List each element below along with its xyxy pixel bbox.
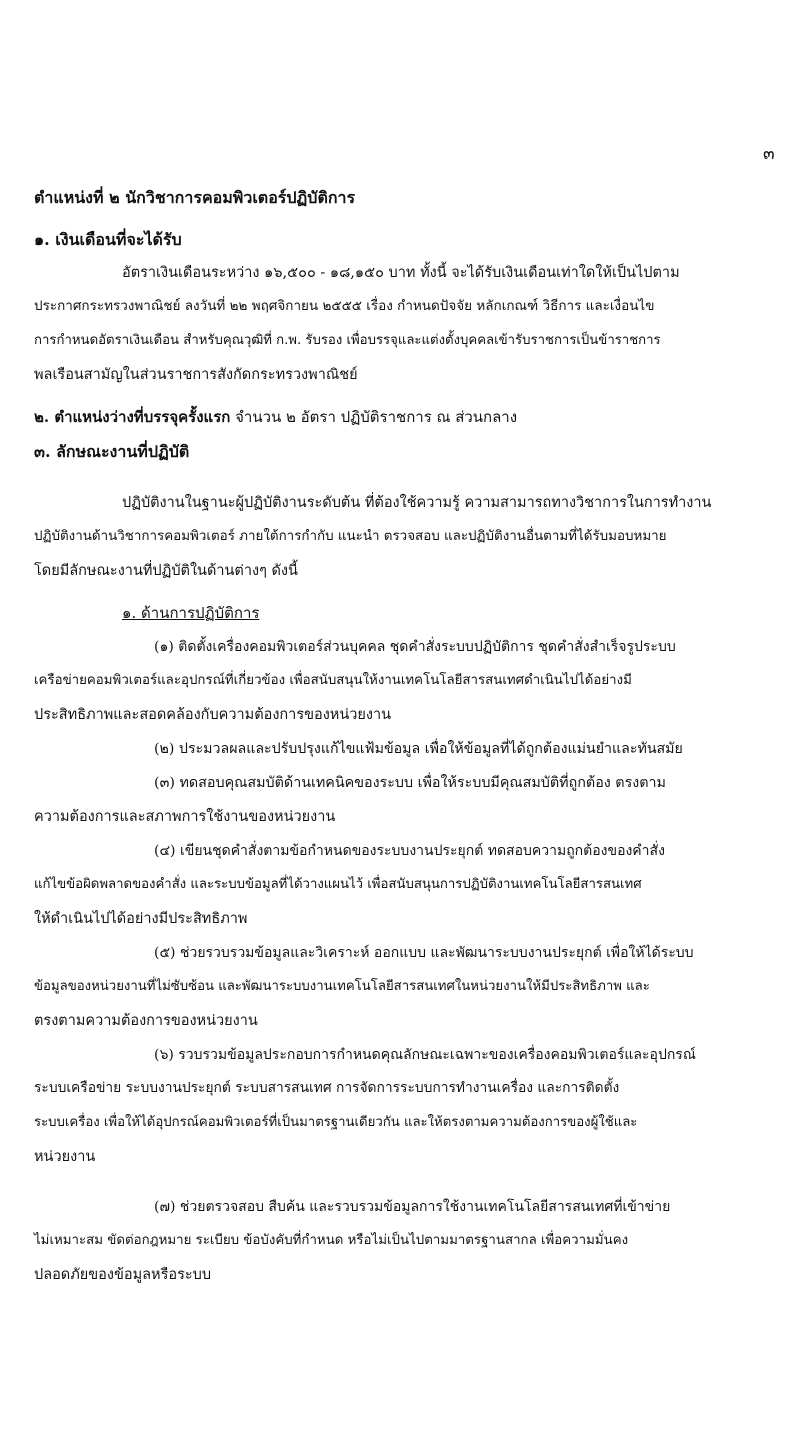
s3-line-3: โดยมีลักษณะงานที่ปฏิบัติในด้านต่างๆ ดังนี้: [34, 563, 298, 579]
item-4-line-2: แก้ไขข้อผิดพลาดของคำสั่ง และระบบข้อมูลที่ได้วางแผนไว้ เพื่อสนับสนุนการปฏิบัติงานเทคโนโลยีสารสนเทศ: [34, 877, 642, 892]
s1-line-4: พลเรือนสามัญในส่วนราชการสังกัดกระทรวงพาณิชย์: [34, 367, 358, 383]
s1-line-2: ประกาศกระทรวงพาณิชย์ ลงวันที่ ๒๒ พฤศจิกายน ๒๕๕๕ เรื่อง กำหนดปัจจัย หลักเกณฑ์ วิธีการ และเงื่อนไข: [34, 298, 655, 314]
s1-line-3: การกำหนดอัตราเงินเดือน สำหรับคุณวุฒิที่ ก.พ. รับรอง เพื่อบรรจุและแต่งตั้งบุคคลเข้ารับราชการเป็นข้าราชการ: [34, 333, 661, 348]
item-7-line-3: ปลอดภัยของข้อมูลหรือระบบ: [34, 1267, 212, 1283]
s3-line-2: ปฏิบัติงานด้านวิชาการคอมพิวเตอร์ ภายใต้การกำกับ แนะนำ ตรวจสอบ และปฏิบัติงานอื่นตามที่ได้รับมอบหมาย: [34, 529, 667, 544]
s3-line-1: ปฏิบัติงานในฐานะผู้ปฏิบัติงานระดับต้น ที่ต้องใช้ความรู้ ความสามารถทางวิชาการในการทำงาน: [122, 495, 712, 511]
item-5-line-2: ข้อมูลของหน่วยงานที่ไม่ซับซ้อน และพัฒนาระบบงานเทคโนโลยีสารสนเทศในหน่วยงานให้มีประสิทธิภาพ และ: [34, 979, 650, 994]
item-3-line-1: (๓) ทดสอบคุณสมบัติด้านเทคนิคของระบบ เพื่อให้ระบบมีคุณสมบัติที่ถูกต้อง ตรงตาม: [154, 775, 666, 791]
section-2: [34, 410, 517, 425]
section-2-title: ๒. ตำแหน่งว่างที่บรรจุครั้งแรก: [34, 408, 231, 426]
item-4-line-1: (๔) เขียนชุดคำสั่งตามข้อกำหนดของระบบงานประยุกต์ ทดสอบความถูกต้องของคำสั่ง: [154, 843, 665, 859]
s1-line-1: อัตราเงินเดือนระหว่าง ๑๖,๕๐๐ - ๑๘,๑๕๐ บาท ทั้งนี้ จะได้รับเงินเดือนเท่าใดให้เป็นไปตาม: [122, 265, 680, 281]
item-5-line-3: ตรงตามความต้องการของหน่วยงาน: [34, 1013, 258, 1029]
item-1-line-2: เครือข่ายคอมพิวเตอร์และอุปกรณ์ที่เกี่ยวข้อง เพื่อสนับสนุนให้งานเทคโนโลยีสารสนเทศดำเนินไปได้อย่างมี: [34, 673, 632, 688]
item-3-line-2: ความต้องการและสภาพการใช้งานของหน่วยงาน: [34, 809, 336, 825]
item-7-line-2: ไม่เหมาะสม ขัดต่อกฎหมาย ระเบียบ ข้อบังคับที่กำหนด หรือไม่เป็นไปตามมาตรฐานสากล เพื่อความมั่นคง: [34, 1233, 629, 1248]
page-number: ๓: [763, 144, 775, 164]
section-2-text: จำนวน ๒ อัตรา ปฏิบัติราชการ ณ ส่วนกลาง: [230, 408, 518, 426]
item-6-line-4: หน่วยงาน: [34, 1149, 96, 1165]
section-1-title: ๑. เงินเดือนที่จะได้รับ: [34, 230, 182, 249]
item-2-line-1: (๒) ประมวลผลและปรับปรุงแก้ไขแฟ้มข้อมูล เพื่อให้ข้อมูลที่ได้ถูกต้องแม่นยำและทันสมัย: [154, 741, 683, 757]
section-3-title: ๓. ลักษณะงานที่ปฏิบัติ: [34, 442, 190, 461]
item-6-line-1: (๖) รวบรวมข้อมูลประกอบการกำหนดคุณลักษณะเฉพาะของเครื่องคอมพิวเตอร์และอุปกรณ์: [154, 1047, 696, 1063]
subsection-operations-title: ๑. ด้านการปฏิบัติการ: [122, 604, 260, 622]
item-4-line-3: ให้ดำเนินไปได้อย่างมีประสิทธิภาพ: [34, 911, 248, 927]
item-6-line-2: ระบบเครือข่าย ระบบงานประยุกต์ ระบบสารสนเทศ การจัดการระบบการทำงานเครื่อง และการติดตั้ง: [34, 1080, 620, 1096]
item-5-line-1: (๕) ช่วยรวบรวมข้อมูลและวิเคราะห์ ออกแบบ และพัฒนาระบบงานประยุกต์ เพื่อให้ได้ระบบ: [154, 945, 694, 961]
position-heading: ตำแหน่งที่ ๒ นักวิชาการคอมพิวเตอร์ปฏิบัติการ: [34, 188, 356, 207]
item-6-line-3: ระบบเครื่อง เพื่อให้ได้อุปกรณ์คอมพิวเตอร์ที่เป็นมาตรฐานเดียวกัน และให้ตรงตามความต้องการของผู้ใช้และ: [34, 1115, 638, 1130]
item-7-line-1: (๗) ช่วยตรวจสอบ สืบค้น และรวบรวมข้อมูลการใช้งานเทคโนโลยีสารสนเทศที่เข้าข่าย: [154, 1199, 671, 1215]
item-1-line-3: ประสิทธิภาพและสอดคล้องกับความต้องการของหน่วยงาน: [34, 707, 392, 723]
item-1-line-1: (๑) ติดตั้งเครื่องคอมพิวเตอร์ส่วนบุคคล ชุดคำสั่งระบบปฏิบัติการ ชุดคำสั่งสำเร็จรูประบบ: [154, 639, 676, 655]
